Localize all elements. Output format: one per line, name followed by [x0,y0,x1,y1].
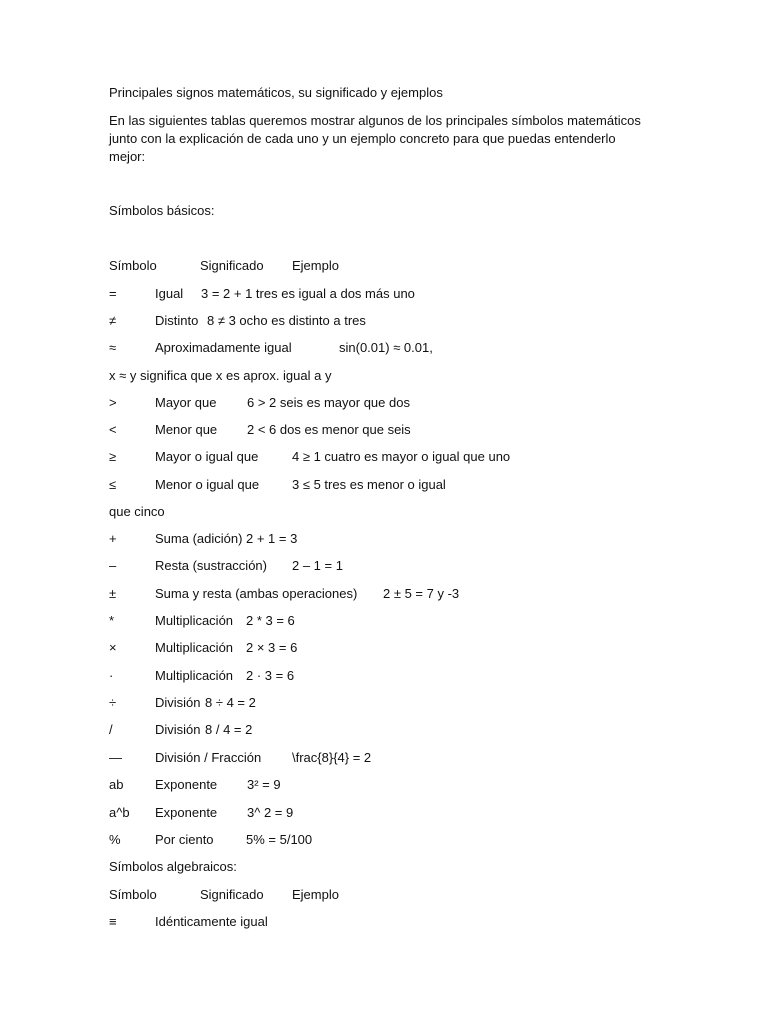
row-example: 5% = 5/100 [246,832,313,847]
row-meaning: Multiplicación [155,668,234,683]
basic-symbols-heading: Símbolos básicos: [109,203,215,218]
row-symbol: + [109,531,117,546]
row-meaning: Igual [155,286,184,301]
row-meaning: Multiplicación [155,613,234,628]
row-symbol: ÷ [109,695,117,710]
row-meaning: Mayor que [155,395,217,410]
row-symbol: > [109,395,117,410]
row-symbol: / [109,722,113,737]
row-example: \frac{8}{4} = 2 [292,750,372,765]
row-meaning: Idénticamente igual [155,914,268,929]
header-example: Ejemplo [292,258,339,273]
row-symbol: ≈ [109,340,117,355]
row-continuation: x ≈ y significa que x es aprox. igual a y [109,368,332,383]
row-example: 8 ÷ 4 = 2 [205,695,256,710]
row-example: 8 / 4 = 2 [205,722,253,737]
intro-line-2: junto con la explicación de cada uno y un ejemplo concreto para que puedas entenderlo [109,131,616,146]
row-meaning: Suma y resta (ambas operaciones) [155,586,358,601]
row-symbol: = [109,286,117,301]
row-example: 2 * 3 = 6 [246,613,295,628]
row-symbol: ≤ [109,477,117,492]
row-example: 6 > 2 seis es mayor que dos [247,395,410,410]
row-example: 2 + 1 = 3 [246,531,298,546]
row-example: 3^ 2 = 9 [247,805,294,820]
row-symbol: ≥ [109,449,117,464]
row-example: 2 < 6 dos es menor que seis [247,422,411,437]
row-example: 4 ≥ 1 cuatro es mayor o igual que uno [292,449,511,464]
header-example: Ejemplo [292,887,339,902]
row-meaning: División [155,695,201,710]
row-meaning: Multiplicación [155,640,234,655]
row-example: 2 ± 5 = 7 y -3 [383,586,460,601]
row-meaning: Por ciento [155,832,214,847]
row-meaning: División [155,722,201,737]
row-symbol: * [109,613,115,628]
row-example: sin(0.01) ≈ 0.01, [339,340,433,355]
row-example: 3² = 9 [247,777,281,792]
row-meaning: Suma (adición) [155,531,243,546]
row-example: 2 × 3 = 6 [246,640,298,655]
row-meaning: Mayor o igual que [155,449,259,464]
row-symbol: ± [109,586,117,601]
row-symbol: – [109,558,117,573]
row-symbol: < [109,422,117,437]
row-symbol: a^b [109,805,130,820]
algebraic-symbols-heading: Símbolos algebraicos: [109,859,237,874]
row-symbol: ≡ [109,914,117,929]
header-meaning: Significado [200,258,264,273]
intro-line-1: En las siguientes tablas queremos mostrar algunos de los principales símbolos matemáticos [109,113,641,128]
row-symbol: ≠ [109,313,117,328]
row-continuation: que cinco [109,504,165,519]
row-meaning: Distinto [155,313,199,328]
row-symbol: % [109,832,121,847]
row-meaning: Resta (sustracción) [155,558,267,573]
row-example: 3 ≤ 5 tres es menor o igual [292,477,446,492]
row-example: 8 ≠ 3 ocho es distinto a tres [207,313,366,328]
row-symbol: ab [109,777,124,792]
row-example: 2 – 1 = 1 [292,558,343,573]
row-meaning: Aproximadamente igual [155,340,292,355]
row-meaning: Exponente [155,777,218,792]
header-symbol: Símbolo [109,258,157,273]
row-meaning: División / Fracción [155,750,262,765]
row-example: 3 = 2 + 1 tres es igual a dos más uno [201,286,415,301]
row-symbol: · [109,668,114,683]
document-title: Principales signos matemáticos, su significado y ejemplos [109,85,443,100]
row-symbol: — [109,750,122,765]
header-meaning: Significado [200,887,264,902]
header-symbol: Símbolo [109,887,157,902]
row-symbol: × [109,640,117,655]
row-meaning: Menor o igual que [155,477,260,492]
row-meaning: Menor que [155,422,218,437]
row-example: 2 · 3 = 6 [246,668,295,683]
intro-line-3: mejor: [109,149,146,164]
row-meaning: Exponente [155,805,218,820]
